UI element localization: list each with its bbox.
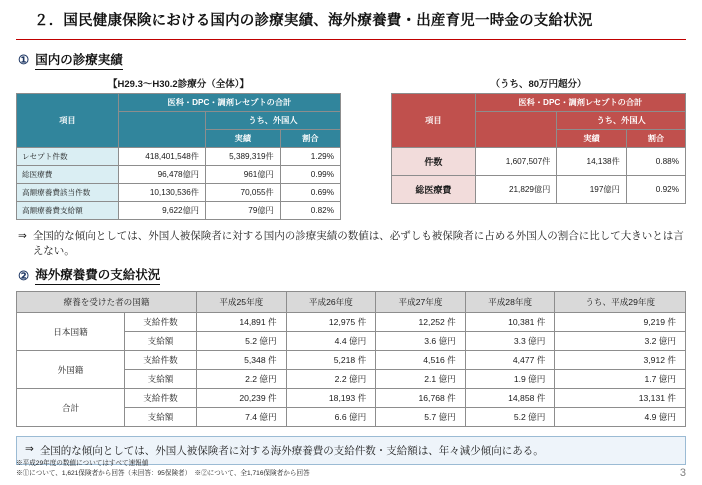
- row-value: 12,252 件: [376, 313, 466, 332]
- row-value: 20,239 件: [197, 389, 287, 408]
- row-kind: 支給額: [125, 332, 197, 351]
- domestic-over800k-block: [391, 76, 686, 204]
- table-row: [392, 147, 686, 175]
- page-number: 3: [679, 467, 686, 479]
- page-title-text: ２．国民健康保険における国内の診療実績、海外療養費・出産育児一時金の支給状況: [34, 13, 593, 29]
- header-year-5: うち、平成29年度: [555, 292, 686, 313]
- row-label: レセプト件数: [17, 147, 119, 165]
- row-foreign: 14,138件: [557, 147, 626, 175]
- header-total-blank: [475, 111, 557, 147]
- row-kind: 支給額: [125, 408, 197, 427]
- header-year-4: 平成28年度: [465, 292, 555, 313]
- section-1-note: [18, 229, 684, 259]
- header-ratio: 割合: [280, 129, 340, 147]
- row-value: 4.4 億円: [286, 332, 376, 351]
- table-row: [17, 389, 686, 408]
- row-value: 3,912 件: [555, 351, 686, 370]
- row-value: 9,219 件: [555, 313, 686, 332]
- row-value: 3.2 億円: [555, 332, 686, 351]
- row-value: 3.3 億円: [465, 332, 555, 351]
- table-header-row: [17, 93, 341, 111]
- row-label: 高額療養費支給額: [17, 201, 119, 219]
- row-label: 総医療費: [392, 175, 476, 203]
- row-value: 5.7 億円: [376, 408, 466, 427]
- page-title: [16, 12, 686, 32]
- table-header-row: [17, 292, 686, 313]
- row-value: 7.4 億円: [197, 408, 287, 427]
- footnote-2: ※①について、1,621保険者から回答（未回答：95保険者） ※②について、全1,716保険者から回答: [16, 470, 310, 478]
- header-year-2: 平成26年度: [286, 292, 376, 313]
- section-1-note-text: 全国的な傾向としては、外国人被保険者に対する国内の診療実績の数値は、必ずしも被保険者に占める外国人の割合に比して大きいとは言えない。: [32, 229, 684, 257]
- header-total-blank: [118, 111, 205, 147]
- header-group: 医科・DPC・調剤レセプトの合計: [118, 93, 340, 111]
- row-total: 418,401,548件: [118, 147, 205, 165]
- section-1-tables: [16, 76, 686, 220]
- row-foreign: 197億円: [557, 175, 626, 203]
- arrow-icon: ⇒: [18, 229, 27, 242]
- row-value: 5,218 件: [286, 351, 376, 370]
- footnote-1: ※平成29年度の数値についてはすべて速報値: [16, 460, 149, 468]
- header-actual: 実績: [205, 129, 280, 147]
- row-total: 21,829億円: [475, 175, 557, 203]
- row-country: 日本国籍: [17, 313, 125, 351]
- footnotes: [16, 459, 310, 479]
- section-1-number: ①: [18, 53, 30, 68]
- row-ratio: 0.92%: [626, 175, 685, 203]
- section-1-title: 国内の診療実績: [35, 50, 123, 70]
- row-value: 3.6 億円: [376, 332, 466, 351]
- row-ratio: 0.99%: [280, 165, 340, 183]
- table-row: [17, 351, 686, 370]
- row-value: 2.1 億円: [376, 370, 466, 389]
- row-kind: 支給件数: [125, 313, 197, 332]
- row-foreign: 961億円: [205, 165, 280, 183]
- row-value: 4.9 億円: [555, 408, 686, 427]
- header-year-3: 平成27年度: [376, 292, 466, 313]
- table-row: [392, 175, 686, 203]
- table-row: [17, 183, 341, 201]
- header-actual: 実績: [557, 129, 626, 147]
- row-value: 16,768 件: [376, 389, 466, 408]
- row-value: 1.9 億円: [465, 370, 555, 389]
- domestic-over800k-caption: （うち、80万円超分）: [490, 78, 587, 90]
- row-kind: 支給件数: [125, 389, 197, 408]
- overseas-benefit-table: [16, 291, 686, 427]
- row-value: 18,193 件: [286, 389, 376, 408]
- row-value: 5,348 件: [197, 351, 287, 370]
- header-item: 項目: [17, 93, 119, 147]
- row-ratio: 0.69%: [280, 183, 340, 201]
- header-ratio: 割合: [626, 129, 685, 147]
- row-value: 5.2 億円: [197, 332, 287, 351]
- header-group: 医科・DPC・調剤レセプトの合計: [475, 93, 685, 111]
- row-ratio: 0.82%: [280, 201, 340, 219]
- row-total: 1,607,507件: [475, 147, 557, 175]
- row-label: 高額療養費該当件数: [17, 183, 119, 201]
- table-row: [17, 165, 341, 183]
- table-header-row: [392, 93, 686, 111]
- table-row: [17, 313, 686, 332]
- row-country: 外国籍: [17, 351, 125, 389]
- row-value: 1.7 億円: [555, 370, 686, 389]
- row-label: 総医療費: [17, 165, 119, 183]
- row-value: 14,858 件: [465, 389, 555, 408]
- row-value: 2.2 億円: [197, 370, 287, 389]
- row-value: 14,891 件: [197, 313, 287, 332]
- row-value: 6.6 億円: [286, 408, 376, 427]
- header-item: 項目: [392, 93, 476, 147]
- section-2-header: [18, 265, 686, 285]
- domestic-overall-table: [16, 93, 341, 220]
- domestic-overall-block: [16, 76, 341, 220]
- title-divider: [16, 39, 686, 40]
- row-value: 2.2 億円: [286, 370, 376, 389]
- section-1-header: [18, 50, 686, 70]
- row-ratio: 0.88%: [626, 147, 685, 175]
- domestic-overall-caption: 【H29.3～H30.2診療分（全体）】: [108, 78, 249, 90]
- header-year-1: 平成25年度: [197, 292, 287, 313]
- section-2-note-text: 全国的な傾向としては、外国人被保険者に対する海外療養費の支給件数・支給額は、年々減少傾向にある。: [39, 445, 544, 457]
- row-country: 合計: [17, 389, 125, 427]
- row-kind: 支給額: [125, 370, 197, 389]
- row-foreign: 5,389,319件: [205, 147, 280, 165]
- row-kind: 支給件数: [125, 351, 197, 370]
- row-value: 10,381 件: [465, 313, 555, 332]
- row-foreign: 79億円: [205, 201, 280, 219]
- row-foreign: 70,055件: [205, 183, 280, 201]
- row-value: 13,131 件: [555, 389, 686, 408]
- section-2-title: 海外療養費の支給状況: [35, 265, 160, 285]
- row-ratio: 1.29%: [280, 147, 340, 165]
- arrow-icon: ⇒: [25, 443, 34, 455]
- row-total: 10,130,536件: [118, 183, 205, 201]
- row-value: 4,477 件: [465, 351, 555, 370]
- header-country: 療養を受けた者の国籍: [17, 292, 197, 313]
- header-foreign: うち、外国人: [205, 111, 340, 129]
- section-2-number: ②: [18, 268, 30, 283]
- table-row: [17, 201, 341, 219]
- row-value: 12,975 件: [286, 313, 376, 332]
- row-value: 4,516 件: [376, 351, 466, 370]
- row-total: 96,478億円: [118, 165, 205, 183]
- row-total: 9,622億円: [118, 201, 205, 219]
- row-value: 5.2 億円: [465, 408, 555, 427]
- domestic-over800k-table: [391, 93, 686, 204]
- table-row: [17, 147, 341, 165]
- header-foreign: うち、外国人: [557, 111, 686, 129]
- row-label: 件数: [392, 147, 476, 175]
